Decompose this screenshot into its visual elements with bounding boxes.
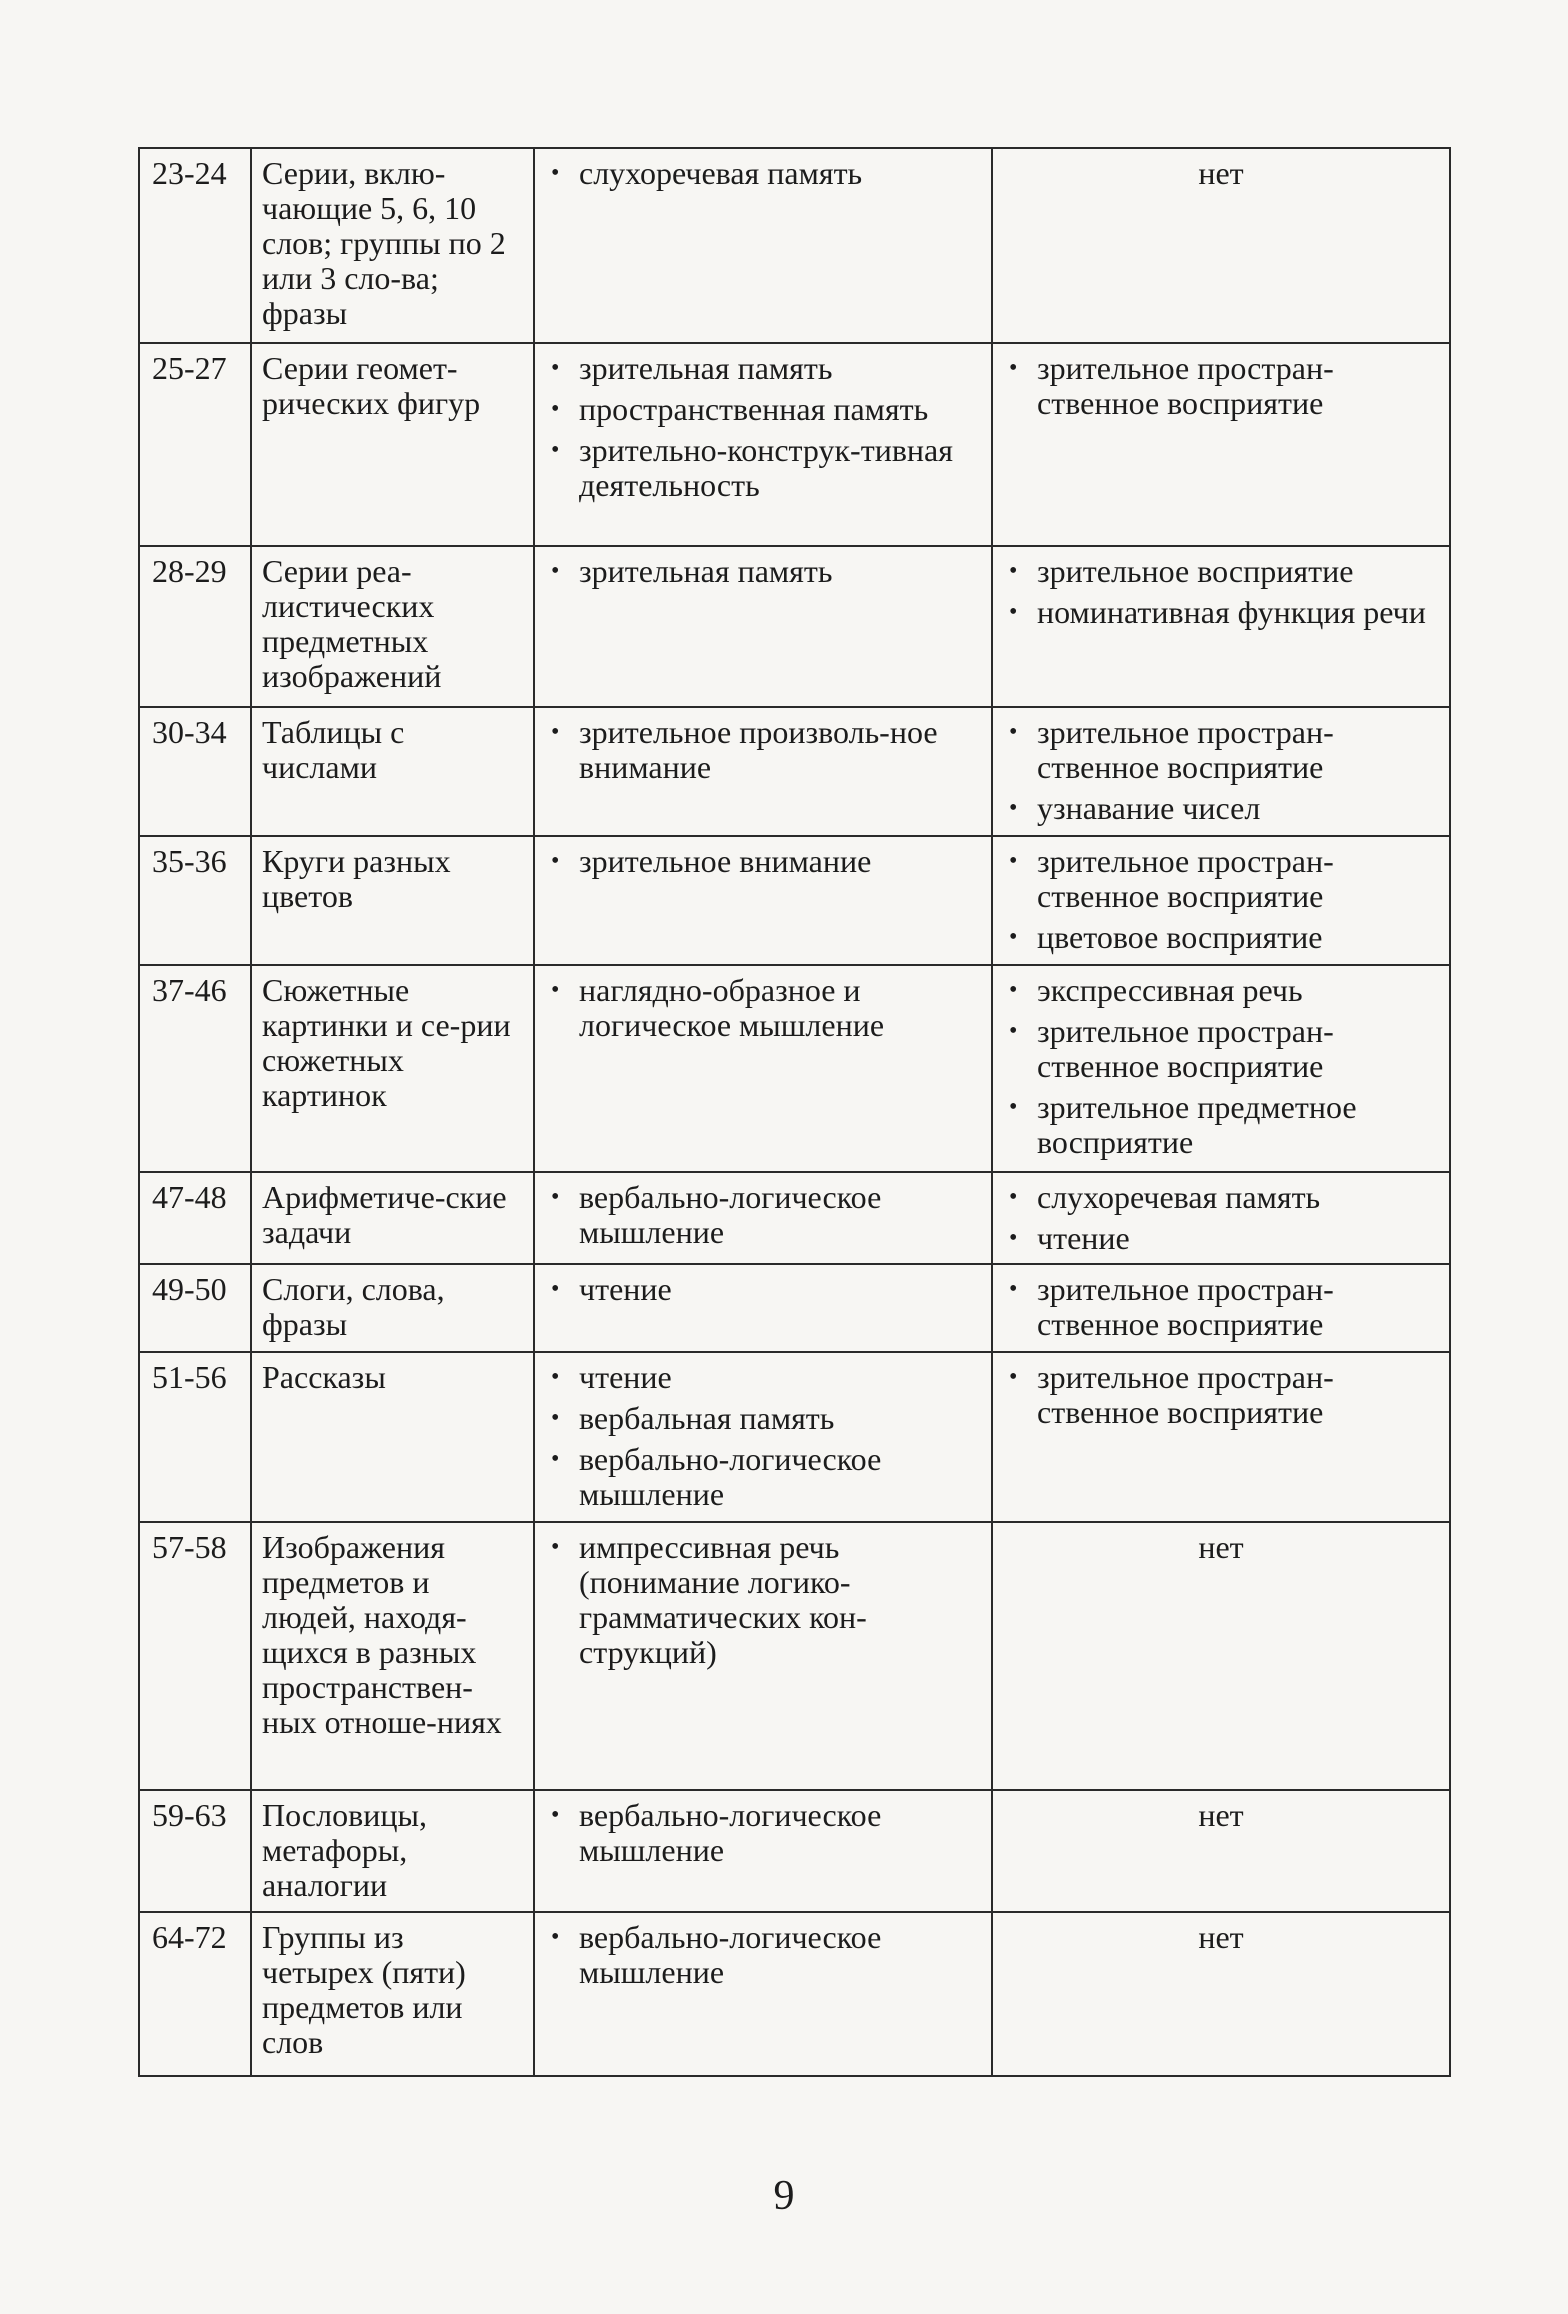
material-cell: Группы из четырех (пяти) предметов или слов [251, 1912, 534, 2076]
table-row [139, 1264, 1450, 1352]
functions-table [138, 147, 1451, 2077]
material-cell: Слоги, слова, фразы [251, 1264, 534, 1352]
extra-function-item: • зрительное простран-ственное восприятие [1003, 1014, 1439, 1084]
extra-functions-cell: нет [992, 1912, 1450, 2076]
main-function-item: • зрительно-конструк-тивная деятельность [545, 433, 981, 503]
main-functions-cell [534, 1912, 992, 2076]
extra-functions-cell [992, 1264, 1450, 1352]
extra-functions-list [1003, 844, 1439, 955]
main-functions-list [545, 844, 981, 879]
table-row [139, 343, 1450, 546]
table-row [139, 546, 1450, 707]
row-number-cell: 59-63 [139, 1790, 251, 1912]
main-function-item: • наглядно-образное и логическое мышление [545, 973, 981, 1043]
main-function-item: • чтение [545, 1360, 981, 1395]
extra-functions-cell [992, 1172, 1450, 1264]
material-cell: Серии реа-листических предметных изображений [251, 546, 534, 707]
extra-function-item: • зрительное восприятие [1003, 554, 1439, 589]
main-function-item: • чтение [545, 1272, 981, 1307]
main-functions-cell [534, 1264, 992, 1352]
main-function-item: • зрительное внимание [545, 844, 981, 879]
material-cell: Серии, вклю-чающие 5, 6, 10 слов; группы по 2 или 3 сло-ва; фразы [251, 148, 534, 343]
table-row [139, 1912, 1450, 2076]
table-body [139, 148, 1450, 2076]
extra-function-item: • чтение [1003, 1221, 1439, 1256]
extra-function-item: • зрительное предметное восприятие [1003, 1090, 1439, 1160]
row-number-cell: 25-27 [139, 343, 251, 546]
main-function-item: • вербально-логическое мышление [545, 1920, 981, 1990]
main-functions-cell [534, 836, 992, 965]
material-cell: Рассказы [251, 1352, 534, 1522]
row-number-cell: 64-72 [139, 1912, 251, 2076]
main-functions-list [545, 156, 981, 191]
material-cell: Серии геомет-рических фигур [251, 343, 534, 546]
material-cell: Сюжетные картинки и се-рии сюжетных картинок [251, 965, 534, 1172]
material-cell: Арифметиче-ские задачи [251, 1172, 534, 1264]
main-function-item: • зрительное произволь-ное внимание [545, 715, 981, 785]
extra-functions-list [1003, 1180, 1439, 1256]
table-row [139, 1790, 1450, 1912]
main-function-item: • пространственная память [545, 392, 981, 427]
table-row [139, 836, 1450, 965]
extra-functions-cell: нет [992, 148, 1450, 343]
extra-functions-list [1003, 715, 1439, 826]
extra-function-item: • зрительное простран-ственное восприятие [1003, 351, 1439, 421]
main-functions-list [545, 554, 981, 589]
main-function-item: • слухоречевая память [545, 156, 981, 191]
main-functions-list [545, 1798, 981, 1868]
main-functions-list [545, 1920, 981, 1990]
table-row [139, 965, 1450, 1172]
main-functions-cell [534, 1172, 992, 1264]
main-function-item: • вербально-логическое мышление [545, 1180, 981, 1250]
extra-function-item: • зрительное простран-ственное восприятие [1003, 1360, 1439, 1430]
extra-function-item: • зрительное простран-ственное восприятие [1003, 1272, 1439, 1342]
main-functions-cell [534, 1790, 992, 1912]
row-number-cell: 30-34 [139, 707, 251, 836]
main-functions-cell [534, 965, 992, 1172]
table-row [139, 1522, 1450, 1790]
extra-functions-cell [992, 965, 1450, 1172]
extra-functions-list [1003, 973, 1439, 1160]
extra-function-item: • зрительное простран-ственное восприятие [1003, 715, 1439, 785]
main-function-item: • зрительная память [545, 351, 981, 386]
extra-function-item: • экспрессивная речь [1003, 973, 1439, 1008]
material-cell: Таблицы с числами [251, 707, 534, 836]
material-cell: Пословицы, метафоры, аналогии [251, 1790, 534, 1912]
main-functions-list [545, 1360, 981, 1512]
extra-functions-cell [992, 1352, 1450, 1522]
extra-functions-cell: нет [992, 1790, 1450, 1912]
table-row [139, 148, 1450, 343]
extra-functions-cell [992, 546, 1450, 707]
extra-function-item: • зрительное простран-ственное восприятие [1003, 844, 1439, 914]
extra-function-item: • номинативная функция речи [1003, 595, 1439, 630]
extra-functions-cell [992, 343, 1450, 546]
row-number-cell: 51-56 [139, 1352, 251, 1522]
material-cell: Круги разных цветов [251, 836, 534, 965]
row-number-cell: 57-58 [139, 1522, 251, 1790]
table-row [139, 1352, 1450, 1522]
main-function-item: • вербальная память [545, 1401, 981, 1436]
row-number-cell: 37-46 [139, 965, 251, 1172]
extra-functions-list [1003, 554, 1439, 630]
table-row [139, 1172, 1450, 1264]
extra-functions-cell [992, 836, 1450, 965]
main-functions-cell [534, 148, 992, 343]
main-functions-cell [534, 343, 992, 546]
extra-function-item: • слухоречевая память [1003, 1180, 1439, 1215]
page-number: 9 [773, 2173, 795, 2219]
main-functions-list [545, 973, 981, 1043]
extra-functions-list [1003, 1272, 1439, 1342]
main-functions-cell [534, 546, 992, 707]
main-functions-list [545, 1272, 981, 1307]
main-functions-cell [534, 1352, 992, 1522]
extra-function-item: • узнавание чисел [1003, 791, 1439, 826]
main-function-item: • зрительная память [545, 554, 981, 589]
extra-function-item: • цветовое восприятие [1003, 920, 1439, 955]
material-cell: Изображения предметов и людей, находя-щихся в разных пространствен-ных отноше-ниях [251, 1522, 534, 1790]
main-function-item: • импрессивная речь (понимание логико-грамматических кон-струкций) [545, 1530, 981, 1670]
extra-functions-list [1003, 351, 1439, 421]
row-number-cell: 49-50 [139, 1264, 251, 1352]
main-functions-list [545, 1530, 981, 1670]
row-number-cell: 28-29 [139, 546, 251, 707]
main-functions-cell [534, 1522, 992, 1790]
main-functions-list [545, 351, 981, 503]
table-row [139, 707, 1450, 836]
main-functions-cell [534, 707, 992, 836]
main-functions-list [545, 1180, 981, 1250]
main-functions-list [545, 715, 981, 785]
extra-functions-cell: нет [992, 1522, 1450, 1790]
row-number-cell: 35-36 [139, 836, 251, 965]
main-function-item: • вербально-логическое мышление [545, 1442, 981, 1512]
extra-functions-cell [992, 707, 1450, 836]
row-number-cell: 23-24 [139, 148, 251, 343]
main-function-item: • вербально-логическое мышление [545, 1798, 981, 1868]
row-number-cell: 47-48 [139, 1172, 251, 1264]
extra-functions-list [1003, 1360, 1439, 1430]
